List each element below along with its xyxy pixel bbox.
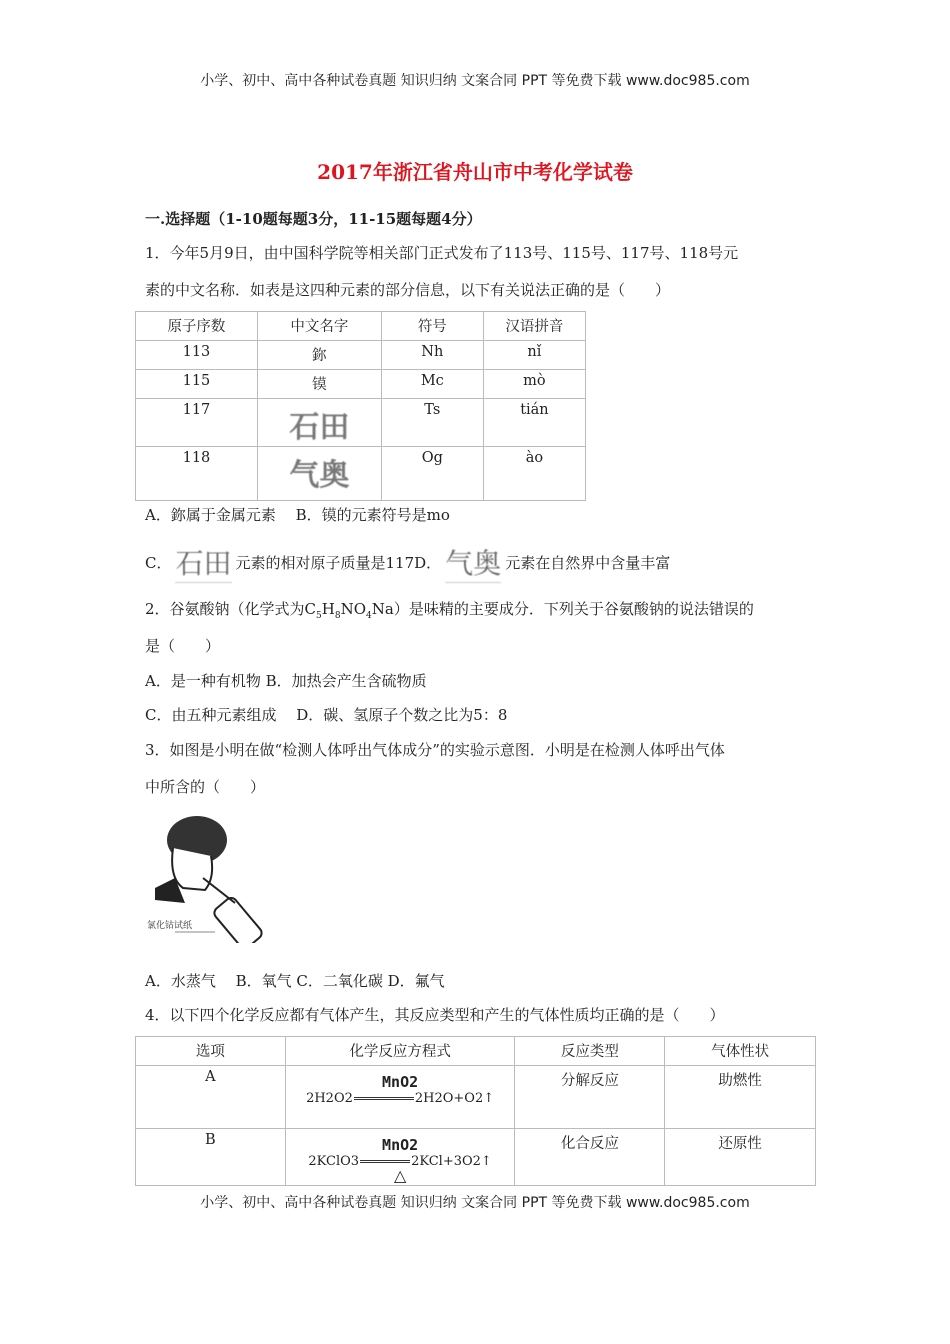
cell: 鉨 xyxy=(257,341,381,370)
cell: 还原性 xyxy=(665,1129,816,1186)
catalyst: MnO2 xyxy=(382,1136,419,1154)
cell: 助燃性 xyxy=(665,1066,816,1129)
table-row xyxy=(136,399,586,447)
equals-sign xyxy=(354,1097,414,1100)
cell: Ts xyxy=(381,399,483,447)
table-row xyxy=(136,341,586,370)
page-title: 2017年浙江省舟山市中考化学试卷 xyxy=(317,160,633,184)
q2-text: 是（ ） xyxy=(145,637,221,655)
table-row xyxy=(136,1066,816,1129)
cell: tián xyxy=(483,399,585,447)
t: 8 xyxy=(334,611,341,621)
column-header: 选项 xyxy=(136,1037,286,1066)
q2-options: C．由五种元素组成 D．碳、氢原子个数之比为5：8 xyxy=(145,706,508,724)
t: NO xyxy=(340,600,367,618)
products: 2KCl+3O2↑ xyxy=(411,1154,492,1169)
cell: A xyxy=(136,1066,286,1129)
t: 4 xyxy=(366,611,372,621)
table-row xyxy=(136,370,586,399)
table-row xyxy=(136,447,586,501)
element-table xyxy=(135,311,586,501)
cell: 镆 xyxy=(257,370,381,399)
equation-cell xyxy=(285,1129,515,1186)
figure-label: 氯化钴试纸 xyxy=(147,921,193,931)
cell: Og xyxy=(381,447,483,501)
section-heading: 一.选择题（1-10题每题3分，11-15题每题4分） xyxy=(145,210,482,228)
glyph: 气奥 xyxy=(289,458,350,493)
column-header: 中文名字 xyxy=(257,312,381,341)
label: C． xyxy=(145,554,172,572)
experiment-figure xyxy=(145,808,273,943)
glyph-image: 石田 xyxy=(175,546,231,583)
cell: Nh xyxy=(381,341,483,370)
cell: nǐ xyxy=(483,341,585,370)
cell: mò xyxy=(483,370,585,399)
page-footer: 小学、初中、高中各种试卷真题 知识归纳 文案合同 PPT 等免费下载 www.doc985.com xyxy=(200,1195,750,1211)
cell: 118 xyxy=(136,447,258,501)
page-header: 小学、初中、高中各种试卷真题 知识归纳 文案合同 PPT 等免费下载 www.doc985.com xyxy=(200,73,750,89)
cell: B xyxy=(136,1129,286,1186)
t: H xyxy=(321,600,335,618)
chemical-equation xyxy=(306,1073,494,1106)
column-header: 符号 xyxy=(381,312,483,341)
equation-cell xyxy=(285,1066,515,1129)
q3-options: A．水蒸气 B．氧气 C．二氧化碳 D．氟气 xyxy=(145,972,445,990)
element-glyph-image xyxy=(257,399,381,447)
chemical-equation xyxy=(308,1136,491,1183)
t: 2．谷氨酸钠（化学式为C xyxy=(145,600,317,618)
table-header-row xyxy=(136,312,586,341)
reactants: 2KClO3 xyxy=(308,1154,360,1169)
heating-symbol: △ xyxy=(393,1166,407,1185)
column-header: 反应类型 xyxy=(515,1037,665,1066)
label: 元素在自然界中含量丰富 xyxy=(505,554,671,572)
cell: ào xyxy=(483,447,585,501)
column-header: 气体性状 xyxy=(665,1037,816,1066)
q1-options-cd xyxy=(145,545,670,583)
q1-options-ab: A．鉨属于金属元素 B．镆的元素符号是mo xyxy=(145,506,450,524)
glyph-image: 气奥 xyxy=(445,546,501,583)
equals-sign xyxy=(360,1160,410,1163)
cell: 117 xyxy=(136,399,258,447)
column-header: 原子序数 xyxy=(136,312,258,341)
cell: 113 xyxy=(136,341,258,370)
t: Na）是味精的主要成分．下列关于谷氨酸钠的说法错误的 xyxy=(371,600,754,618)
glyph: 石田 xyxy=(289,410,350,445)
table-row xyxy=(136,1129,816,1186)
element-glyph-image xyxy=(257,447,381,501)
products: 2H2O+O2↑ xyxy=(414,1091,495,1106)
q1-text: 素的中文名称．如表是这四种元素的部分信息，以下有关说法正确的是（ ） xyxy=(145,281,671,299)
t: 5 xyxy=(316,611,322,621)
label: 元素的相对原子质量是117D． xyxy=(235,554,442,572)
catalyst: MnO2 xyxy=(382,1073,419,1091)
q3-text: 中所含的（ ） xyxy=(145,778,266,796)
q3-text: 3．如图是小明在做“检测人体呼出气体成分”的实验示意图．小明是在检测人体呼出气体 xyxy=(145,741,725,759)
q1-text: 1．今年5月9日，由中国科学院等相关部门正式发布了113号、115号、117号、118号元 xyxy=(145,244,739,262)
reactants: 2H2O2 xyxy=(306,1091,353,1106)
cell: 分解反应 xyxy=(515,1066,665,1129)
q2-text xyxy=(145,599,754,626)
cell: 115 xyxy=(136,370,258,399)
column-header: 化学反应方程式 xyxy=(285,1037,515,1066)
table-header-row xyxy=(136,1037,816,1066)
reaction-table xyxy=(135,1036,816,1186)
q2-options: A．是一种有机物 B．加热会产生含硫物质 xyxy=(145,672,427,690)
cell: 化合反应 xyxy=(515,1129,665,1186)
cell: Mc xyxy=(381,370,483,399)
column-header: 汉语拼音 xyxy=(483,312,585,341)
q4-text: 4．以下四个化学反应都有气体产生，其反应类型和产生的气体性质均正确的是（ ） xyxy=(145,1006,725,1024)
